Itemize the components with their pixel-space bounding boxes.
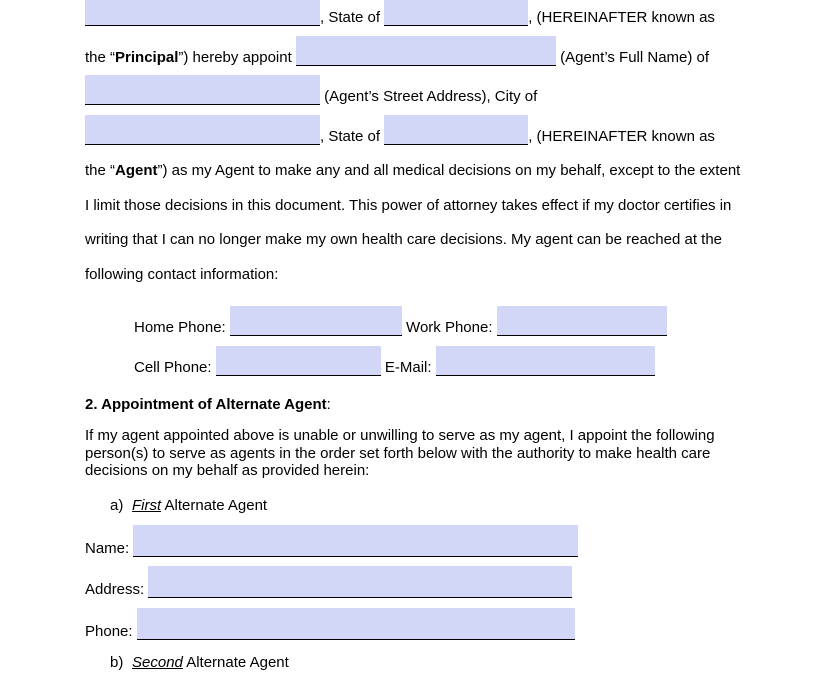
line3-post-text: (Agent’s Street Address), City of (320, 88, 538, 105)
alt-name-row (85, 525, 823, 567)
agent-full-name-field[interactable] (296, 36, 556, 66)
alt-address-row (85, 566, 823, 608)
intro-line-2 (85, 36, 823, 76)
contact-row-2 (134, 346, 823, 386)
first-alternate-agent-fields (85, 525, 823, 650)
line2-post-text: (Agent’s Full Name) of (555, 48, 710, 66)
home-phone-label: Home Phone: (134, 319, 230, 336)
intro-line-7: writing that I can no longer make my own health care decisions. My agent can be reached at the (85, 231, 723, 248)
section2-paragraph-line-3: decisions on my behalf as provided herein: (85, 462, 370, 479)
alt-phone-label: Phone: (85, 622, 137, 640)
alt-agent-address-field[interactable] (148, 566, 572, 598)
work-phone-field[interactable] (497, 306, 667, 336)
intro-line-6: I limit those decisions in this document. This power of attorney takes effect if my doctor certifies in (85, 196, 732, 214)
line4-hereinafter-text: , (HEREINAFTER known as (528, 127, 715, 145)
second-emphasis: Second (132, 654, 183, 671)
intro-line-4 (85, 115, 823, 155)
agent-city-field[interactable] (85, 115, 320, 145)
section2-heading (85, 395, 823, 415)
cell-phone-field[interactable] (216, 346, 381, 376)
line5-post-text: ”) as my Agent to make any and all medical decisions on my behalf, except to the extent (157, 162, 741, 179)
principal-term: Principal (115, 48, 179, 66)
cell-phone-label: Cell Phone: (134, 358, 216, 376)
alt-agent-phone-field[interactable] (137, 608, 575, 640)
first-alternate-agent-item (85, 496, 823, 516)
intro-line-5 (85, 154, 823, 189)
section2-paragraph-line-1: If my agent appointed above is unable or unwilling to serve as my agent, I appoint the following (85, 427, 715, 444)
intro-line-1 (85, 0, 823, 36)
section2-paragraph-line-2: person(s) to serve as agents in the order set forth below with the authority to make health care (85, 444, 711, 462)
contact-info-section (134, 306, 823, 385)
home-phone-field[interactable] (230, 306, 402, 336)
principal-city-field[interactable] (85, 0, 320, 26)
intro-line-3 (85, 75, 823, 115)
second-alt-agent-label: Alternate Agent (182, 654, 289, 671)
email-field[interactable] (436, 346, 655, 376)
line2-mid-text: ”) hereby appoint (178, 48, 296, 66)
list-marker-b: b) (110, 654, 124, 671)
line5-pre-text: the “ (85, 162, 116, 179)
work-phone-label: Work Phone: (401, 319, 497, 336)
intro-line-8: following contact information: (85, 265, 279, 283)
line2-pre-text: the “ (85, 48, 116, 66)
agent-street-address-field[interactable] (85, 75, 320, 105)
alt-name-label: Name: (85, 539, 134, 557)
alt-address-label: Address: (85, 581, 149, 598)
email-label: E-Mail: (380, 358, 436, 376)
alt-agent-name-field[interactable] (133, 525, 578, 557)
list-marker-a: a) (110, 496, 124, 514)
line4-state-of-text: , State of (320, 127, 385, 145)
alt-phone-row (85, 608, 823, 650)
section2-heading-colon: : (326, 396, 331, 413)
section2-heading-text: 2. Appointment of Alternate Agent (85, 396, 327, 413)
first-emphasis: First (132, 496, 162, 514)
line1-state-of-text: , State of (320, 9, 385, 26)
agent-state-field[interactable] (384, 115, 528, 145)
agent-term: Agent (115, 162, 158, 179)
intro-section (85, 0, 823, 292)
line1-hereinafter-text: , (HEREINAFTER known as (528, 9, 715, 26)
principal-state-field[interactable] (384, 0, 528, 26)
contact-row-1 (134, 306, 823, 346)
second-alternate-agent-item (85, 653, 823, 673)
first-alt-agent-label: Alternate Agent (161, 496, 268, 514)
section2-paragraph (85, 427, 823, 480)
